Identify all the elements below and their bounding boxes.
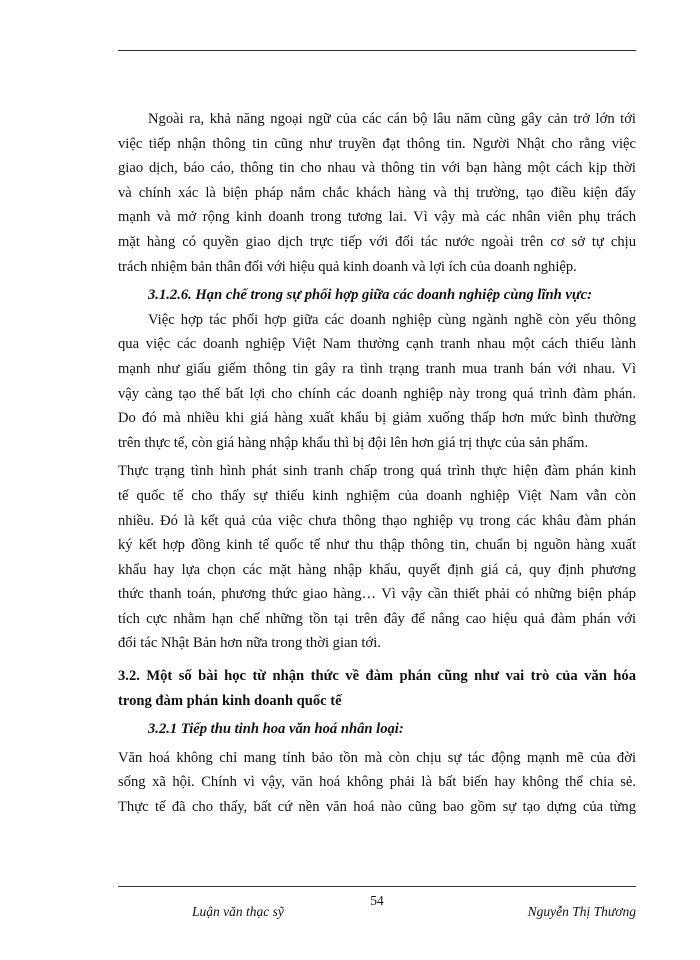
- text-line: tích cực nhằm hạn chế những tồn tại trên đây để nâng cao hiệu quả đàm phán với: [118, 610, 636, 627]
- text-line: giao dịch, báo cáo, thông tin cho nhau và thông tin với bạn hàng một cách kịp thời: [118, 160, 636, 177]
- paragraph-culture: [118, 746, 636, 820]
- section-heading-321: 3.2.1 Tiếp thu tinh hoa văn hoá nhân loại:: [148, 721, 404, 738]
- footer-rule: [118, 886, 636, 887]
- text-line: đối tác Nhật Bản hơn nữa trong thời gian tới.: [118, 635, 381, 652]
- heading-line: 3.2. Một số bài học từ nhận thức về đàm phán cũng như vai trò của văn hóa: [118, 668, 636, 685]
- text-line: Việc hợp tác phối hợp giữa các doanh nghiệp cùng ngành nghề còn yếu thông: [148, 311, 636, 328]
- page-number: 54: [370, 893, 384, 908]
- footer-thesis-label: Luận văn thạc sỹ: [192, 904, 284, 919]
- text-line: trên thực tế, còn giá hàng nhập khẩu thì bị đội lên hơn giá trị thực của sản phẩm.: [118, 434, 589, 451]
- paragraph-foreign-language: [118, 107, 636, 279]
- text-line: vậy càng tạo thế bất lợi cho chính các doanh nghiệp này trong quá trình đàm phán.: [118, 385, 636, 402]
- text-line: Thực tế đã cho thấy, bất cứ nền văn hoá nào cũng bao gồm sự tạo dựng của từng: [118, 799, 636, 816]
- text-line: Do đó mà nhiều khi giá hàng xuất khẩu bị giảm xuống thấp hơn mức bình thường: [118, 410, 636, 427]
- text-line: khẩu hay lựa chọn các mặt hàng nhập khẩu, quyết định giá cả, quy định phương: [118, 561, 636, 578]
- header-rule: [118, 50, 636, 51]
- text-line: mặt hàng có quyền giao dịch trực tiếp với đối tác nước ngoài trên cơ sở tự chịu: [118, 233, 636, 250]
- section-heading-3126: 3.1.2.6. Hạn chế trong sự phối hợp giữa các doanh nghiệp cùng lĩnh vực:: [148, 287, 592, 304]
- text-line: Thực trạng tình hình phát sinh tranh chấp trong quá trình thực hiện đàm phán kinh: [118, 463, 636, 480]
- text-line: ký kết hợp đồng kinh tế quốc tế như thu thập thông tin, chuẩn bị nguồn hàng xuất: [118, 537, 636, 554]
- text-line: sống xã hội. Chính vì vậy, văn hoá không phải là bất biến hay không thể chia sẻ.: [118, 774, 636, 791]
- text-line: Văn hoá không chỉ mang tính bảo tồn mà còn chịu sự tác động mạnh mẽ của đời: [118, 749, 636, 766]
- paragraph-disputes: [118, 459, 636, 656]
- paragraph-cooperation: [118, 308, 636, 456]
- text-line: nhiều. Đó là kết quả của việc chưa thông thạo nghiệp vụ trong các khâu đàm phán: [118, 512, 636, 529]
- page-body: [118, 107, 636, 820]
- text-line: trách nhiệm bản thân đối với hiệu quả kinh doanh và lợi ích của doanh nghiệp.: [118, 258, 577, 275]
- section-heading-32: [118, 664, 636, 713]
- text-line: Ngoài ra, khả năng ngoại ngữ của các cán bộ lâu năm cũng gây cản trở lớn tới: [148, 111, 636, 127]
- text-line: việc tiếp nhận thông tin cũng như truyền đạt thông tin. Người Nhật cho rằng việc: [118, 135, 636, 152]
- heading-line: trong đàm phán kinh doanh quốc tế: [118, 692, 342, 709]
- text-line: qua việc các doanh nghiệp Việt Nam thường cạnh tranh nhau một cách thiếu lành: [118, 336, 636, 353]
- footer-author: Nguyễn Thị Thương: [527, 904, 636, 919]
- text-line: tế quốc tế cho thấy sự thiếu kinh nghiệm của doanh nghiệp Việt Nam vẫn còn: [118, 487, 636, 504]
- text-line: mạnh và mở rộng kinh doanh trong tương lai. Vì vậy mà các nhân viên phụ trách: [118, 209, 636, 226]
- text-line: và chính xác là biện pháp nắm chắc khách hàng và thị trường, tạo điều kiện đẩy: [118, 184, 636, 201]
- page-footer: [118, 893, 636, 923]
- text-line: mạnh như giấu giếm thông tin gây ra tình trạng tranh mua tranh bán với nhau. Vì: [118, 360, 636, 377]
- text-line: thức thanh toán, phương thức giao hàng… Vì vậy cần thiết phải có những biện pháp: [118, 586, 636, 603]
